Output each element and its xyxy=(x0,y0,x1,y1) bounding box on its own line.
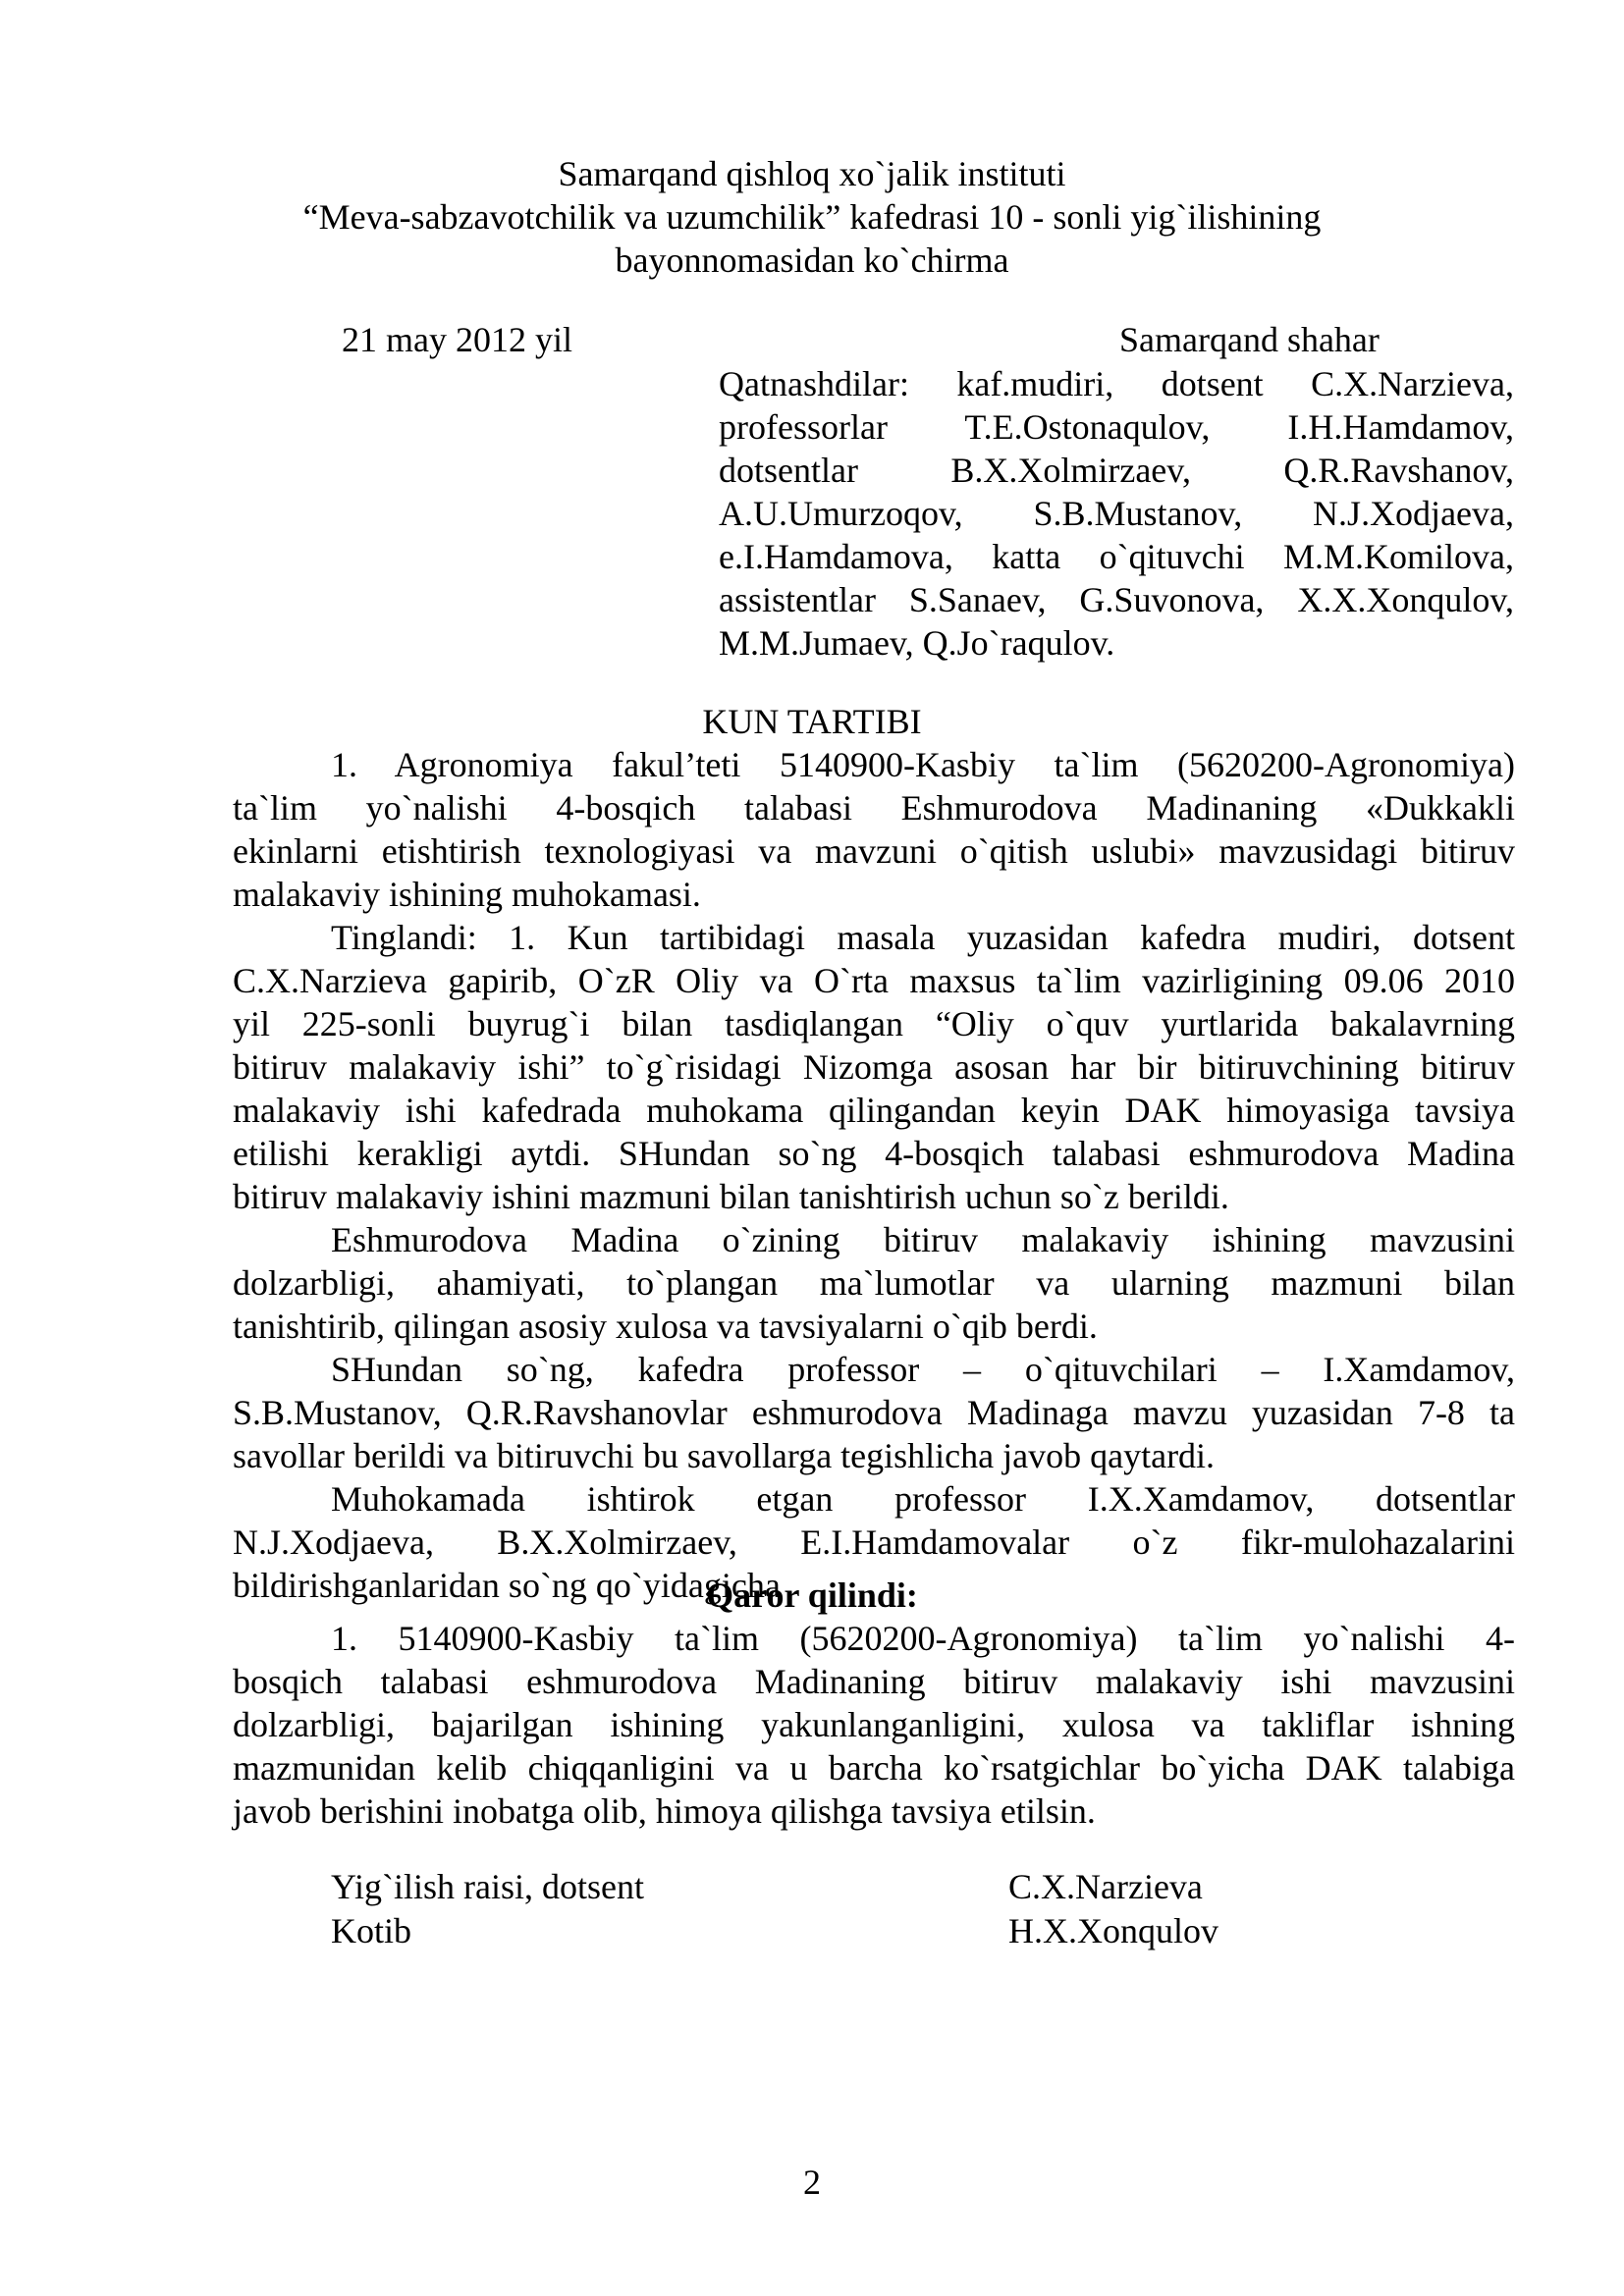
agenda-title: KUN TARTIBI xyxy=(702,702,922,741)
paragraph-line: javob berishini inobatga olib, himoya qilishga tavsiya etilsin. xyxy=(233,1791,1096,1831)
paragraph-line: Tinglandi: 1. Kun tartibidagi masala yuzasidan kafedra mudiri, dotsent xyxy=(331,918,1515,957)
decision-block xyxy=(233,1617,1515,1833)
paragraph-line: N.J.Xodjaeva, B.X.Xolmirzaev, E.I.Hamdamovalar o`z fikr-mulohazalarini xyxy=(233,1522,1515,1562)
attendees-line: professorlar T.E.Ostonaqulov, I.H.Hamdamov, xyxy=(719,407,1514,447)
agenda-item-1 xyxy=(233,743,1515,916)
secretary-title: Kotib xyxy=(331,1911,412,1950)
attendees-line: dotsentlar B.X.Xolmirzaev, Q.R.Ravshanov, xyxy=(719,451,1514,490)
secretary-name: H.X.Xonqulov xyxy=(1008,1911,1218,1950)
paragraph-tinglandi xyxy=(233,916,1515,1218)
paragraph-line: bitiruv malakaviy ishini mazmuni bilan tanishtirish uchun so`z berildi. xyxy=(233,1177,1229,1216)
meeting-city: Samarqand shahar xyxy=(1119,320,1380,359)
page-number: 2 xyxy=(803,2163,821,2202)
paragraph-line: ekinlarni etishtirish texnologiyasi va mavzuni o`qitish uslubi» mavzusidagi bitiruv xyxy=(233,831,1515,871)
paragraph-line: bildirishganlaridan so`ng qo`yidagicha xyxy=(233,1566,781,1605)
paragraph-line: ta`lim yo`nalishi 4-bosqich talabasi Eshmurodova Madinaning «Dukkakli xyxy=(233,788,1515,828)
paragraph-presentation xyxy=(233,1218,1515,1348)
decision-title: Qaror qilindi: xyxy=(706,1575,918,1615)
paragraph-line: SHundan so`ng, kafedra professor – o`qituvchilari – I.Xamdamov, xyxy=(331,1350,1515,1389)
attendees-line: Qatnashdilar: kaf.mudiri, dotsent C.X.Narzieva, xyxy=(719,364,1514,403)
paragraph-line: dolzarbligi, bajarilgan ishining yakunlanganligini, xulosa va takliflar ishning xyxy=(233,1705,1515,1744)
paragraph-line: C.X.Narzieva gapirib, O`zR Oliy va O`rta maxsus ta`lim vazirligining 09.06 2010 xyxy=(233,961,1515,1000)
attendees-line: e.I.Hamdamova, katta o`qituvchi M.M.Komilova, xyxy=(719,537,1514,576)
paragraph-line: dolzarbligi, ahamiyati, to`plangan ma`lumotlar va ularning mazmuni bilan xyxy=(233,1263,1515,1303)
chair-name: C.X.Narzieva xyxy=(1008,1867,1203,1906)
chair-title: Yig`ilish raisi, dotsent xyxy=(331,1867,644,1906)
meeting-date: 21 may 2012 yil xyxy=(342,320,572,359)
paragraph-line: savollar berildi va bitiruvchi bu savollarga tegishlicha javob qaytardi. xyxy=(233,1436,1216,1475)
paragraph-line: bosqich talabasi eshmurodova Madinaning bitiruv malakaviy ishi mavzusini xyxy=(233,1662,1515,1701)
department-meeting-title: “Meva-sabzavotchilik va uzumchilik” kafedrasi 10 - sonli yig`ilishining xyxy=(302,197,1322,237)
paragraph-questions xyxy=(233,1348,1515,1477)
paragraph-line: 1. Agronomiya fakul’teti 5140900-Kasbiy ta`lim (5620200-Agronomiya) xyxy=(331,745,1515,784)
paragraph-line: Muhokamada ishtirok etgan professor I.X.Xamdamov, dotsentlar xyxy=(331,1479,1515,1519)
paragraph-line: malakaviy ishi kafedrada muhokama qilingandan keyin DAK himoyasiga tavsiya xyxy=(233,1091,1515,1130)
paragraph-line: S.B.Mustanov, Q.R.Ravshanovlar eshmurodova Madinaga mavzu yuzasidan 7-8 ta xyxy=(233,1393,1515,1432)
institute-name: Samarqand qishloq xo`jalik instituti xyxy=(558,154,1066,193)
paragraph-line: mazmunidan kelib chiqqanligini va u barcha ko`rsatgichlar bo`yicha DAK talabiga xyxy=(233,1748,1515,1788)
paragraph-line: malakaviy ishining muhokamasi. xyxy=(233,875,701,914)
attendees-block xyxy=(719,362,1514,665)
document-subtitle: bayonnomasidan ko`chirma xyxy=(615,240,1009,280)
attendees-line: assistentlar S.Sanaev, G.Suvonova, X.X.Xonqulov, xyxy=(719,580,1514,619)
attendees-line: M.M.Jumaev, Q.Jo`raqulov. xyxy=(719,623,1115,663)
attendees-line: A.U.Umurzoqov, S.B.Mustanov, N.J.Xodjaeva, xyxy=(719,494,1514,533)
paragraph-line: Eshmurodova Madina o`zining bitiruv malakaviy ishining mavzusini xyxy=(331,1220,1515,1259)
paragraph-line: 1. 5140900-Kasbiy ta`lim (5620200-Agronomiya) ta`lim yo`nalishi 4- xyxy=(331,1619,1515,1658)
paragraph-line: tanishtirib, qilingan asosiy xulosa va tavsiyalarni o`qib berdi. xyxy=(233,1307,1098,1346)
paragraph-line: etilishi kerakligi aytdi. SHundan so`ng 4-bosqich talabasi eshmurodova Madina xyxy=(233,1134,1515,1173)
paragraph-line: yil 225-sonli buyrug`i bilan tasdiqlangan “Oliy o`quv yurtlarida bakalavrning xyxy=(233,1004,1515,1043)
paragraph-line: bitiruv malakaviy ishi” to`g`risidagi Nizomga asosan har bir bitiruvchining bitiruv xyxy=(233,1047,1515,1087)
